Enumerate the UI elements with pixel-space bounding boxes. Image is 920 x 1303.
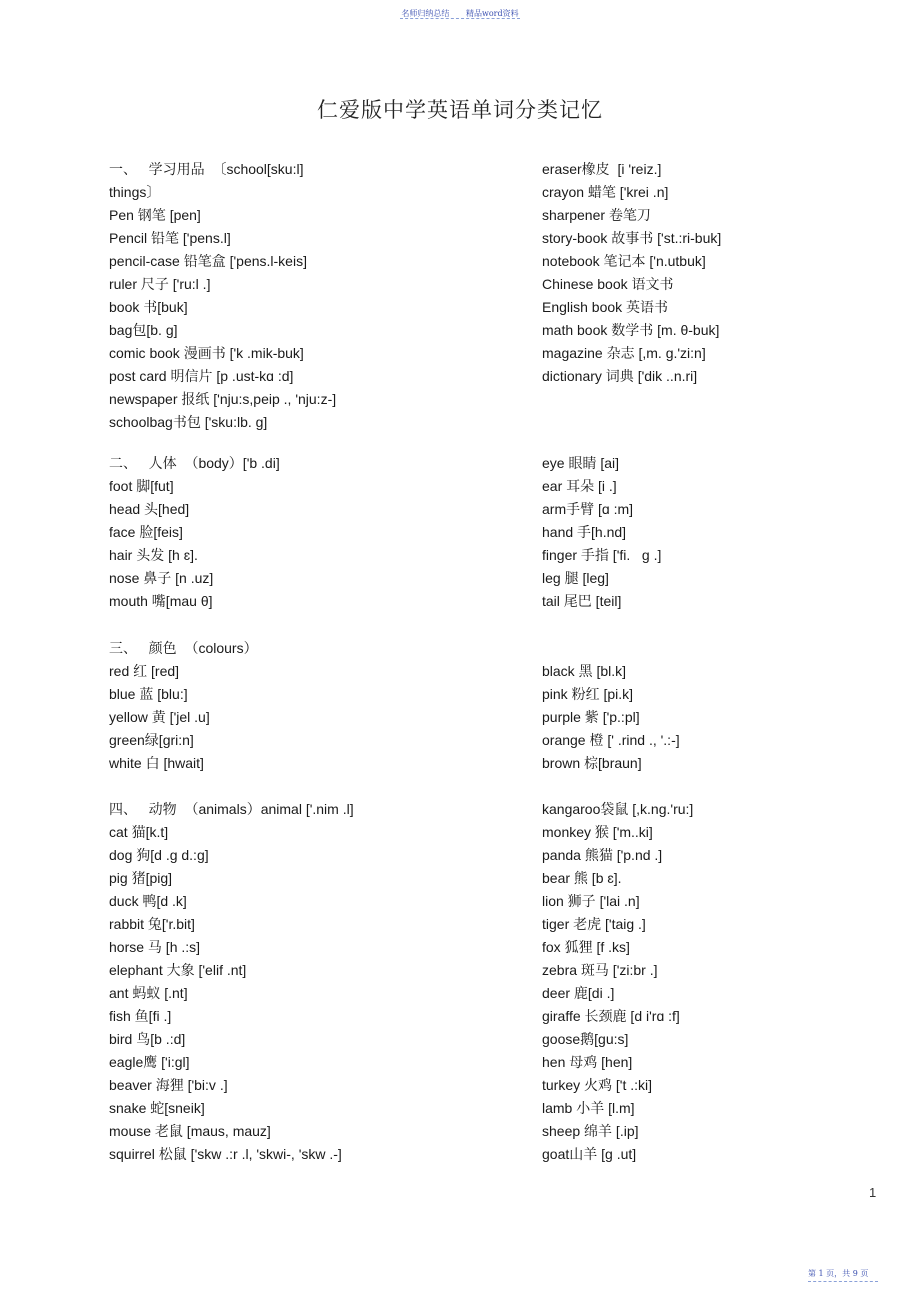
vocab-entry: sharpener 卷笔刀 [542,207,651,223]
vocab-entry: beaver 海狸 ['bi:v .] [109,1077,228,1093]
vocab-entry: Chinese book 语文书 [542,276,674,292]
vocab-entry: eraser橡皮 [i 'reiz.] [542,161,662,177]
vocab-entry: ant 蚂蚁 [.nt] [109,985,188,1001]
vocab-entry: purple 紫 ['p.:pl] [542,709,640,725]
vocab-entry: kangaroo袋鼠 [,k.nɡ.'ru:] [542,801,694,817]
page-footer: 第 1 页，共 9 页 [808,1269,869,1278]
vocab-entry: monkey 猴 ['m..ki] [542,824,653,840]
vocab-entry: 二、 人体 （body）['b .di] [109,455,280,471]
header-left-text: 名师归纳总结 [401,9,450,18]
vocab-entry: 一、 学习用品 〔school[sku:l] [109,161,304,177]
vocab-entry: goose鹅[ɡu:s] [542,1031,629,1047]
vocab-entry: newspaper 报纸 ['nju:s,peip ., 'nju:z-] [109,391,337,407]
vocab-entry: pig 猪[piɡ] [109,870,173,886]
vocab-entry: bear 熊 [b ɛ]. [542,870,622,886]
vocab-entry: white 白 [hwait] [109,755,204,771]
section-3-right-column [542,637,902,775]
vocab-entry: squirrel 松鼠 ['skw .:r .l, 'skwi-, 'skw .-] [109,1146,342,1162]
vocab-entry: pink 粉红 [pi.k] [542,686,634,702]
page-title: 仁爱版中学英语单词分类记忆 [317,98,603,122]
page-number: 1 [869,1185,877,1200]
vocab-entry: rabbit 兔['r.bit] [109,916,195,932]
footer-divider [808,1281,878,1282]
vocab-entry: hair 头发 [h ɛ]. [109,547,198,563]
vocab-entry: dog 狗[d .ɡ d.:ɡ] [109,847,209,863]
vocab-entry: arm手臂 [ɑ :m] [542,501,634,517]
vocab-entry: brown 棕[braun] [542,755,642,771]
vocab-entry: ear 耳朵 [i .] [542,478,617,494]
vocab-entry: goat山羊 [ɡ .ut] [542,1146,637,1162]
vocab-entry: head 头[hed] [109,501,190,517]
vocab-entry: book 书[buk] [109,299,188,315]
header-divider [400,18,520,19]
vocab-entry: eagle鹰 ['i:ɡl] [109,1054,190,1070]
vocab-entry: mouse 老鼠 [maus, mauz] [109,1123,271,1139]
vocab-entry: black 黑 [bl.k] [542,663,627,679]
vocab-entry: foot 脚[fut] [109,478,174,494]
vocab-entry: notebook 笔记本 ['n.utbuk] [542,253,706,269]
section-1-left-column [109,158,529,434]
vocab-entry: zebra 斑马 ['zi:br .] [542,962,658,978]
section-4-right-column [542,798,902,1166]
vocab-entry: cat 猫[k.t] [109,824,169,840]
vocab-entry: fish 鱼[fi .] [109,1008,172,1024]
header-right-text: 精品word资料 [465,9,519,18]
vocab-entry: ruler 尺子 ['ru:l .] [109,276,211,292]
vocab-entry: red 红 [red] [109,663,180,679]
vocab-entry: sheep 绵羊 [.ip] [542,1123,639,1139]
vocab-entry: tiger 老虎 ['taiɡ .] [542,916,646,932]
vocab-entry: face 脸[feis] [109,524,183,540]
vocab-entry: crayon 蜡笔 ['krei .n] [542,184,669,200]
vocab-entry: finger 手指 ['fi. ɡ .] [542,547,662,563]
vocab-entry: eye 眼睛 [ai] [542,455,620,471]
vocab-entry: things〕 [109,184,161,200]
vocab-entry: deer 鹿[di .] [542,985,615,1001]
section-2-right-column [542,452,902,613]
vocab-entry: horse 马 [h .:s] [109,939,201,955]
vocab-entry: leg 腿 [leɡ] [542,570,609,586]
vocab-entry: snake 蛇[sneik] [109,1100,205,1116]
section-4-left-column [109,798,529,1166]
section-1-right-column [542,158,902,388]
vocab-entry: pencil-case 铅笔盒 ['pens.l-keis] [109,253,307,269]
vocab-entry: yellow 黄 ['jel .u] [109,709,210,725]
vocab-entry: lamb 小羊 [l.m] [542,1100,635,1116]
vocab-entry: hen 母鸡 [hen] [542,1054,633,1070]
vocab-entry: hand 手[h.nd] [542,524,627,540]
vocab-entry: bird 鸟[b .:d] [109,1031,186,1047]
vocab-entry: blue 蓝 [blu:] [109,686,188,702]
section-3-left-column [109,637,529,775]
vocab-entry: 四、 动物 （animals）animal ['.nim .l] [109,801,354,817]
vocab-entry: post card 明信片 [p .ust-kɑ :d] [109,368,294,384]
vocab-entry: lion 狮子 ['lai .n] [542,893,640,909]
vocab-entry: panda 熊猫 ['p.nd .] [542,847,663,863]
vocab-entry: schoolbag书包 ['sku:lb. ɡ] [109,414,268,430]
vocab-entry: story-book 故事书 ['st.:ri-buk] [542,230,722,246]
vocab-entry: bag包[b. ɡ] [109,322,178,338]
vocab-entry: tail 尾巴 [teil] [542,593,622,609]
vocab-entry: Pen 钢笔 [pen] [109,207,201,223]
vocab-entry: orange 橙 [' .rind ., '.:-] [542,732,680,748]
vocab-entry: nose 鼻子 [n .uz] [109,570,214,586]
vocab-entry: Pencil 铅笔 ['pens.l] [109,230,231,246]
vocab-entry: turkey 火鸡 ['t .:ki] [542,1077,653,1093]
vocab-entry: magazine 杂志 [,m. ɡ.'zi:n] [542,345,706,361]
vocab-entry: fox 狐狸 [f .ks] [542,939,630,955]
vocab-entry: green绿[ɡri:n] [109,732,194,748]
vocab-entry: math book 数学书 [m. θ-buk] [542,322,720,338]
vocab-entry: comic book 漫画书 ['k .mik-buk] [109,345,304,361]
vocab-entry: English book 英语书 [542,299,669,315]
vocab-entry: elephant 大象 ['elif .nt] [109,962,247,978]
section-2-left-column [109,452,529,613]
vocab-entry: dictionary 词典 ['dik ..n.ri] [542,368,698,384]
vocab-entry: duck 鸭[d .k] [109,893,187,909]
vocab-entry [542,637,902,660]
vocab-entry: mouth 嘴[mau θ] [109,593,213,609]
vocab-entry: 三、 颜色 （colours） [109,640,258,656]
vocab-entry: giraffe 长颈鹿 [d i'rɑ :f] [542,1008,680,1024]
